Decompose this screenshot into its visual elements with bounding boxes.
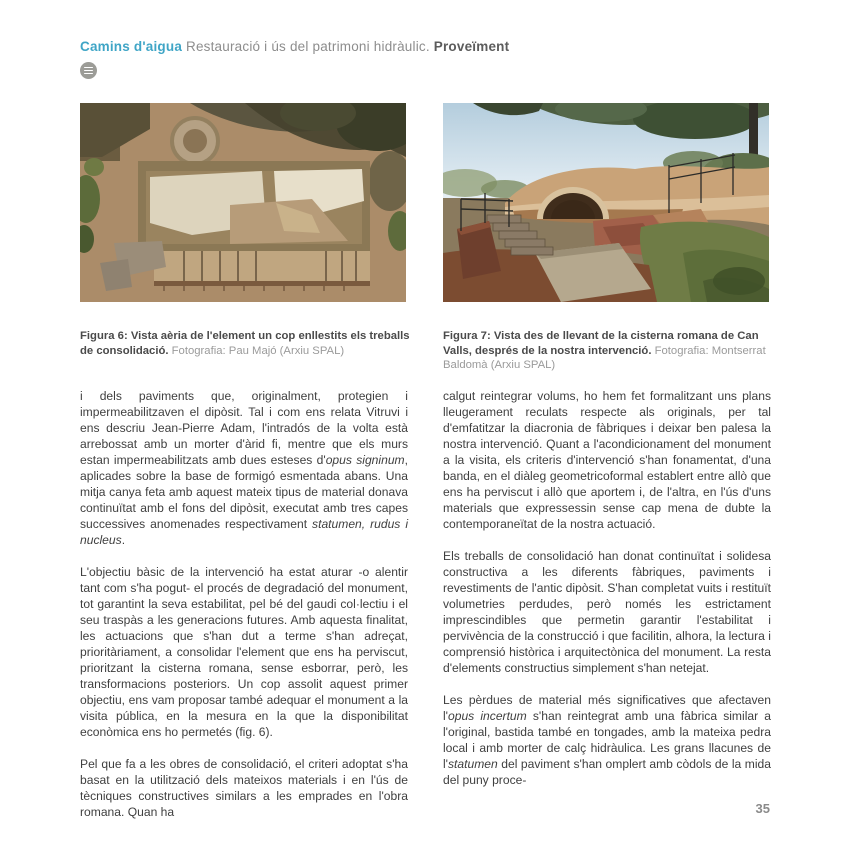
publication-title: Camins d'aigua: [80, 39, 183, 54]
section-title: Proveïment: [433, 39, 510, 54]
figure7-caption: [443, 329, 773, 373]
body-paragraph: Les pèrdues de material més significatives que afectaven l'opus incertum s'han reintegrat amb una fàbrica similar a l'original, bastida també en tongades, amb la mateixa pedra local i amb morter de calç hidràulica. Les grans llacunes de l'statumen del paviment s'han omplert amb còdols de la mida del puny proce-: [443, 693, 772, 787]
figure6-caption-title: Figura 6: Vista aèria de l'element un cop enllestits els treballs de consolidació.: [80, 330, 410, 357]
body-paragraph: calgut reintegrar volums, ho hem fet formalitzant uns plans lleugerament reculats respecte als originals, per tal d'emfatitzar la diacronia de fàbriques i deixar ben palesa la nostra intervenció. Quant a l'acondicionament del monument a la visita, els criteris d'intervenció s'han fonamentat, d'una banda, en el diàleg geometricoformal establert entre allò que ens ha perviscut i allò que aportem i, de l'altra, en l'ús d'uns materials que expressessin sense cap mena de dubte la contemporaneïtat de la nostra actuació.: [443, 389, 771, 531]
body-column-left: [80, 388, 408, 820]
figure6-caption: [80, 329, 410, 358]
menu-button[interactable]: [80, 62, 97, 79]
body-paragraph: Els treballs de consolidació han donat continuïtat i solidesa constructiva a les diferents fàbriques, paviments i revestiments de l'antic dipòsit. S'han completat vuits i restituït volumetries perdudes, però només les estrictament imprescindibles que permetin garantir l'estabilitat i pervivència de la construcció i que facilitin, alhora, la lectura i comprensió històrica i arquitectònica del monument. La resta d'elements constructius simplement s'han netejat.: [443, 549, 771, 675]
body-paragraph: i dels paviments que, originalment, protegien i impermeabilitzaven el dipòsit. Tal i com ens relata Vitruvi i ens descriu Jean-Pierre Adam, l'intradós de la volta està arrebossat amb un morter d'àrid fi, mentre que els murs estan impermeabilitzats amb dues esteses d'opus signinum, aplicades sobre la base de formigó esmentada abans. Una mitja canya feta amb aquest mateix tipus de material donava continuïtat amb el fons del dipòsit, executat amb tres capes successives anomenades respectivament statumen, rudus i nucleus.: [80, 389, 409, 547]
page-number: 35: [755, 801, 770, 816]
running-header: [80, 39, 509, 54]
hamburger-menu-icon: [84, 65, 93, 75]
figure6-image: [80, 103, 406, 302]
figure7-image: [443, 103, 769, 302]
body-paragraph: Pel que fa a les obres de consolidació, el criteri adoptat s'ha basat en la utilització dels mateixos materials i en l'ús de tècniques constructives similars a les emprades en l'obra romana. Quan ha: [80, 757, 408, 819]
figure7-caption-title: Figura 7: Vista des de llevant de la cisterna romana de Can Valls, després de la nostra intervenció.: [443, 330, 759, 357]
aerial-photo-illustration: [80, 103, 406, 302]
body-column-right: [443, 388, 771, 788]
publication-subtitle: Restauració i ús del patrimoni hidràulic.: [186, 39, 430, 54]
figure7-caption-credit: Fotografia: Montserrat Baldomà (Arxiu SPAL): [443, 344, 766, 372]
body-paragraph: L'objectiu bàsic de la intervenció ha estat aturar -o alentir tant com s'ha pogut- el procés de degradació del monument, tot garantint la seva estabilitat, pel bé del gaudi col·lectiu i el seu traspàs a les generacions futures. Amb aquesta finalitat, les actuacions que s'han dut a terme s'han adreçat, prioritàriament, a consolidar l'element que ens ha perviscut, prioritzant la cisterna romana, sense esborrar, però, les transformacions posteriors. Un cop assolit aquest primer objectiu, ens vam proposar també adequar el monument a la visita pública, en la mesura en la que la disponibilitat econòmica ens ho permetés (fig. 6).: [80, 565, 408, 739]
cistern-photo-illustration: [443, 103, 769, 302]
figure6-caption-credit: Fotografia: Pau Majó (Arxiu SPAL): [171, 344, 345, 357]
